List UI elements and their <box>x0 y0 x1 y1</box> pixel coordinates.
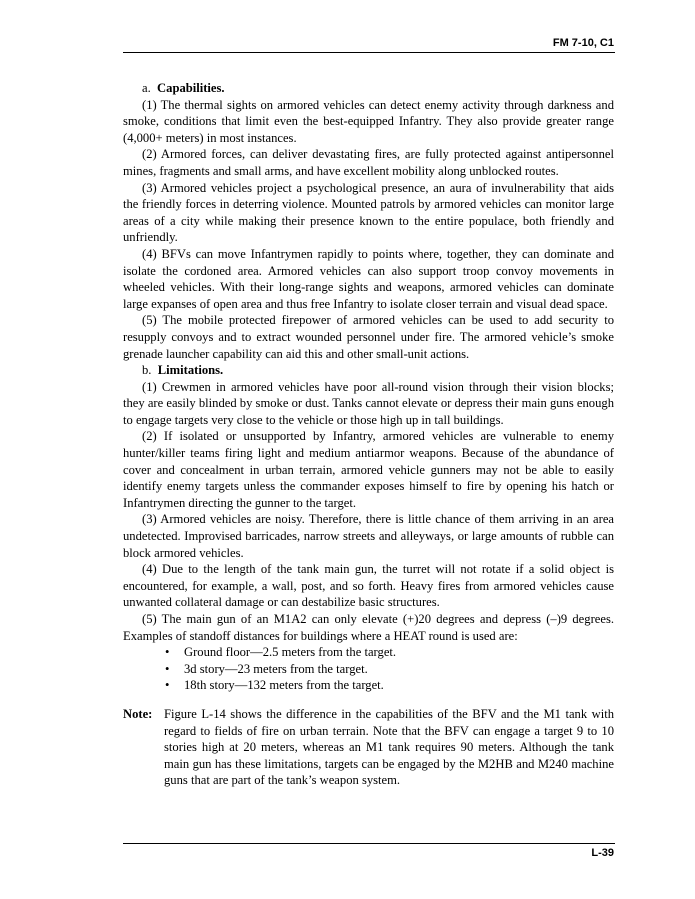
note-text: Figure L-14 shows the difference in the capabilities of the BFV and the M1 tank with regard to fields of fire on urban terrain. Note that the BFV can engage a target 9 to 10 stories high at 20 meters, whereas an M1 tank requires 90 meters. Although the tank main gun has these limitations, targets can be engaged by the M2HB and M240 machine guns that are part of the tank’s weapon system. <box>164 706 614 788</box>
section-limitations-heading <box>123 362 614 379</box>
note-block <box>123 706 614 789</box>
section-title: Limitations. <box>157 363 224 378</box>
bullet-icon: • <box>165 645 170 660</box>
footer-page-number: L-39 <box>591 847 614 859</box>
limitations-paragraph-2: (2) If isolated or unsupported by Infantry, armored vehicles are vulnerable to enemy hunter/killer teams firing light and medium antiarmor weapons. Because of the abundance of cover and concealment in urban terrain, armored vehicle gunners may not be able to easily identify enemy targets unless the commander exposes himself to fire by opening his hatch or Infantrymen directing the gunner to the target. <box>123 429 614 510</box>
capabilities-paragraph-1: (1) The thermal sights on armored vehicles can detect enemy activity through darkness and smoke, conditions that limit even the best-equipped Infantry. They also provide greater range (4,000+ meters) in most instances. <box>123 97 614 145</box>
limitations-paragraph-5: (5) The main gun of an M1A2 can only elevate (+)20 degrees and depress (–)9 degrees. Examples of standoff distances for buildings where a HEAT round is used are: <box>123 612 614 643</box>
list-item-text: Ground floor—2.5 meters from the target. <box>184 645 397 660</box>
capabilities-paragraph-5: (5) The mobile protected firepower of armored vehicles can be used to add security to resupply convoys and to extract wounded personnel under fire. The armored vehicle’s smoke grenade launcher capability can aid this and other small-unit actions. <box>123 313 614 361</box>
note-label: Note: <box>123 706 153 721</box>
limitations-paragraph-1: (1) Crewmen in armored vehicles have poor all-round vision through their vision blocks; they are easily blinded by smoke or dust. Tanks cannot elevate or depress their main guns enough to engage targets very close to the vehicle or those high up in tall buildings. <box>123 379 614 427</box>
limitations-paragraph-4: (4) Due to the length of the tank main gun, the turret will not rotate if a solid object is encountered, for example, a wall, post, and so forth. Heavy fires from armored vehicles cause unwanted collateral damage or can destabilize basic structures. <box>123 562 614 610</box>
bullet-icon: • <box>165 678 170 693</box>
section-title: Capabilities. <box>157 81 225 95</box>
capabilities-paragraph-2: (2) Armored forces, can deliver devastating fires, are fully protected against antipersonnel mines, fragments and small arms, and have excellent mobility along unblocked routes. <box>123 147 614 178</box>
standoff-distance-list <box>123 644 614 694</box>
footer-rule <box>123 843 615 844</box>
section-label: b. <box>142 363 152 378</box>
list-item <box>165 644 614 661</box>
header-manual-label: FM 7-10, C1 <box>552 37 614 49</box>
limitations-paragraph-3: (3) Armored vehicles are noisy. Therefore, there is little chance of them arriving in an area undetected. Improvised barricades, narrow streets and alleyways, or large amounts of rubble can block armored vehicles. <box>123 512 614 560</box>
header-rule <box>123 52 615 53</box>
page-body <box>123 80 614 789</box>
section-label: a. <box>142 81 151 95</box>
capabilities-paragraph-4: (4) BFVs can move Infantrymen rapidly to points where, together, they can dominate and isolate the cordoned area. Armored vehicles can also support troop convoy movements in wheeled vehicles. With their long-range sights and weapons, armored vehicles can dominate large expanses of open area and thus free Infantry to isolate closer terrain and visual dead space. <box>123 246 614 311</box>
list-item-text: 3d story—23 meters from the target. <box>184 661 368 676</box>
bullet-icon: • <box>165 661 170 676</box>
list-item <box>165 661 614 678</box>
capabilities-paragraph-3: (3) Armored vehicles project a psychological presence, an aura of invulnerability that aids the friendly forces in deterring violence. Mounted patrols by armored vehicles can monitor large areas of a city while making their presence known to the entire populace, both friendly and unfriendly. <box>123 180 614 245</box>
list-item <box>165 677 614 694</box>
section-capabilities-heading <box>123 80 614 97</box>
list-item-text: 18th story—132 meters from the target. <box>184 678 384 693</box>
